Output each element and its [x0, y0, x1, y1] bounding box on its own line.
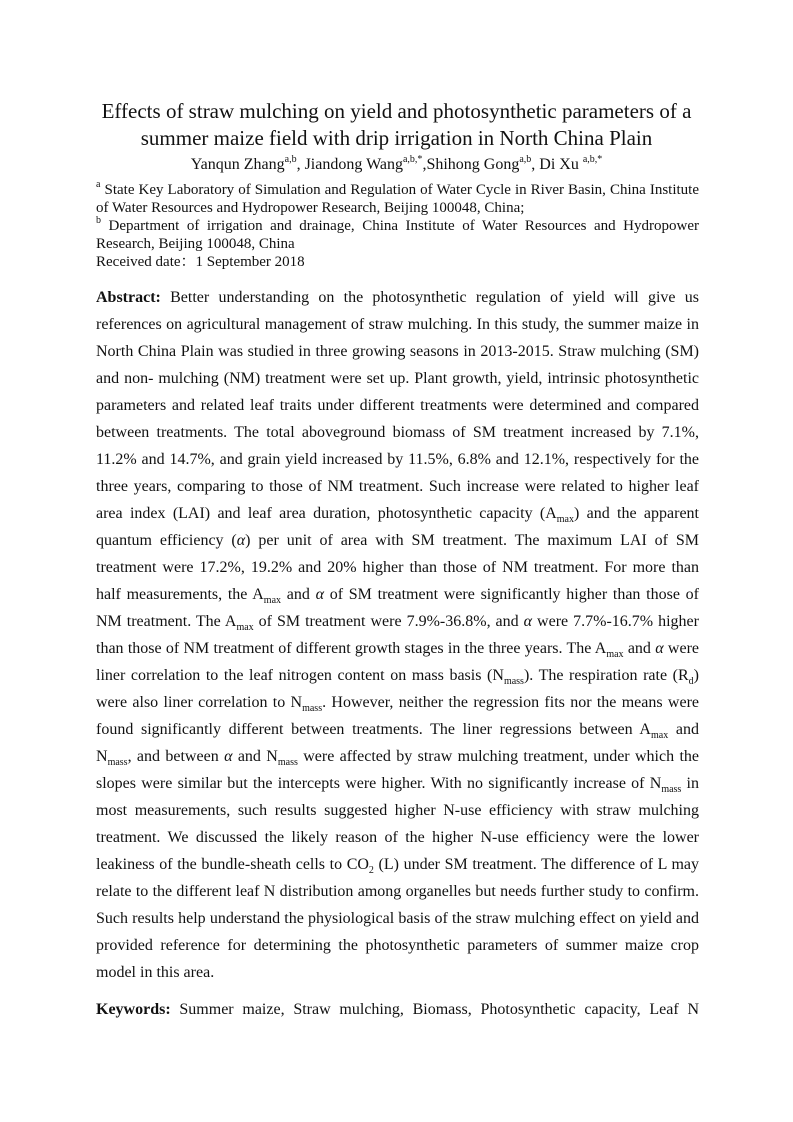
abstract-text: and — [623, 640, 656, 657]
subscript: max — [263, 595, 282, 607]
keywords-text: Summer maize, Straw mulching, Biomass, Photosynthetic capacity, Leaf N — [170, 1001, 699, 1018]
affiliation-marker: b — [96, 215, 101, 226]
abstract — [96, 284, 699, 986]
subscript: mass — [503, 676, 524, 688]
abstract-text: and N — [96, 721, 699, 765]
affiliation-marker: a — [96, 179, 101, 190]
subscript: max — [651, 730, 669, 742]
abstract-text: ) were also liner correlation to N — [96, 667, 699, 711]
author-list — [60, 155, 733, 175]
author-affiliation-marker: a,b — [284, 153, 297, 165]
abstract-text: and — [281, 586, 316, 603]
abstract-text: ). The respiration rate (R — [523, 667, 689, 684]
subscript: max — [236, 622, 254, 634]
abstract-text: were 7.7%-16.7% higher than those of NM treatment of different growth stages in the three years. The A — [96, 613, 699, 657]
author-affiliation-marker: a,b,* — [402, 153, 423, 165]
affiliation-b — [96, 217, 699, 253]
subscript: mass — [302, 703, 323, 715]
author-affiliation-marker: a,b,* — [582, 153, 603, 165]
abstract-text: were liner correlation to the leaf nitrogen content on mass basis (N — [96, 640, 699, 684]
abstract-text: , and between — [127, 748, 225, 765]
author-affiliation-marker: a,b — [519, 153, 532, 165]
abstract-text: and N — [232, 748, 278, 765]
subscript: 2 — [368, 865, 374, 877]
author-separator: , — [422, 156, 427, 173]
author-name: Jiandong Wang — [304, 156, 403, 173]
received-date: Received date：1 September 2018 — [96, 254, 305, 270]
author-separator: , — [296, 156, 305, 173]
affiliation-a — [96, 181, 699, 217]
subscript: max — [556, 514, 574, 526]
abstract-text: of SM treatment were significantly higher than those of NM treatment. The A — [96, 586, 699, 630]
affiliation-text: Department of irrigation and drainage, China Institute of Water Resources and Hydropower Research, Beijing 100048, China — [96, 218, 699, 252]
alpha-symbol: α — [523, 613, 533, 630]
subscript: mass — [107, 757, 128, 769]
abstract-label: Abstract: — [96, 289, 161, 306]
subscript: max — [606, 649, 624, 661]
abstract-text: (L) under SM treatment. The difference of L may relate to the different leaf N distribution among organelles but needs further study to confirm. Such results help understand the physiological basis of the straw mulching effect on yield and provided reference for determining the photosynthetic parameters of summer maize crop model in this area. — [96, 856, 699, 981]
affiliation-text: State Key Laboratory of Simulation and Regulation of Water Cycle in River Basin, China Institute of Water Resources and Hydropower Research, Beijing 100048, China; — [96, 182, 699, 216]
abstract-text: of SM treatment were 7.9%-36.8%, and — [253, 613, 524, 630]
keywords-label: Keywords: — [96, 1001, 171, 1018]
author-name: Di Xu — [539, 156, 583, 173]
title-line-1: Effects of straw mulching on yield and photosynthetic parameters of a — [101, 99, 692, 123]
author-name: Yanqun Zhang — [190, 156, 285, 173]
keywords — [96, 996, 699, 1023]
author-separator: , — [531, 156, 540, 173]
alpha-symbol: α — [236, 532, 246, 549]
alpha-symbol: α — [315, 586, 324, 603]
abstract-text: in most measurements, such results suggested higher N-use efficiency with straw mulching treatment. We discussed the likely reason of the higher N-use efficiency were the lower leakiness of the bundle-sheath cells to CO — [96, 775, 700, 873]
abstract-text: were affected by straw mulching treatment, under which the slopes were similar but the intercepts were higher. With no significantly increase of N — [96, 748, 700, 792]
subscript: d — [688, 676, 694, 688]
title-line-2: summer maize field with drip irrigation in North China Plain — [140, 126, 653, 150]
alpha-symbol: α — [655, 640, 664, 657]
abstract-text: . However, neither the regression fits nor the means were found significantly different between treatments. The liner regressions between A — [96, 694, 699, 738]
abstract-text: Better understanding on the photosynthetic regulation of yield will give us references on agricultural management of straw mulching. In this study, the summer maize in North China Plain was studied in three growing seasons in 2013-2015. Straw mulching (SM) and non- mulching (NM) treatment were set up. Plant growth, yield, intrinsic photosynthetic parameters and related leaf traits under different treatments were determined and compared between treatments. The total aboveground biomass of SM treatment increased by 7.1%, 11.2% and 14.7%, and grain yield increased by 11.5%, 6.8% and 12.1%, respectively for the three years, comparing to those of NM treatment. Such increase were related to higher leaf area index (LAI) and leaf area duration, photosynthetic capacity (A — [96, 289, 699, 522]
paper-title — [60, 98, 733, 152]
subscript: mass — [661, 784, 682, 796]
abstract-text: ) per unit of area with SM treatment. The maximum LAI of SM treatment were 17.2%, 19.2% and 20% higher than those of NM treatment. For more than half measurements, the A — [96, 532, 700, 603]
subscript: mass — [277, 757, 298, 769]
abstract-text: ) and the apparent quantum efficiency ( — [96, 505, 699, 549]
author-name: Shihong Gong — [426, 156, 520, 173]
alpha-symbol: α — [224, 748, 233, 765]
